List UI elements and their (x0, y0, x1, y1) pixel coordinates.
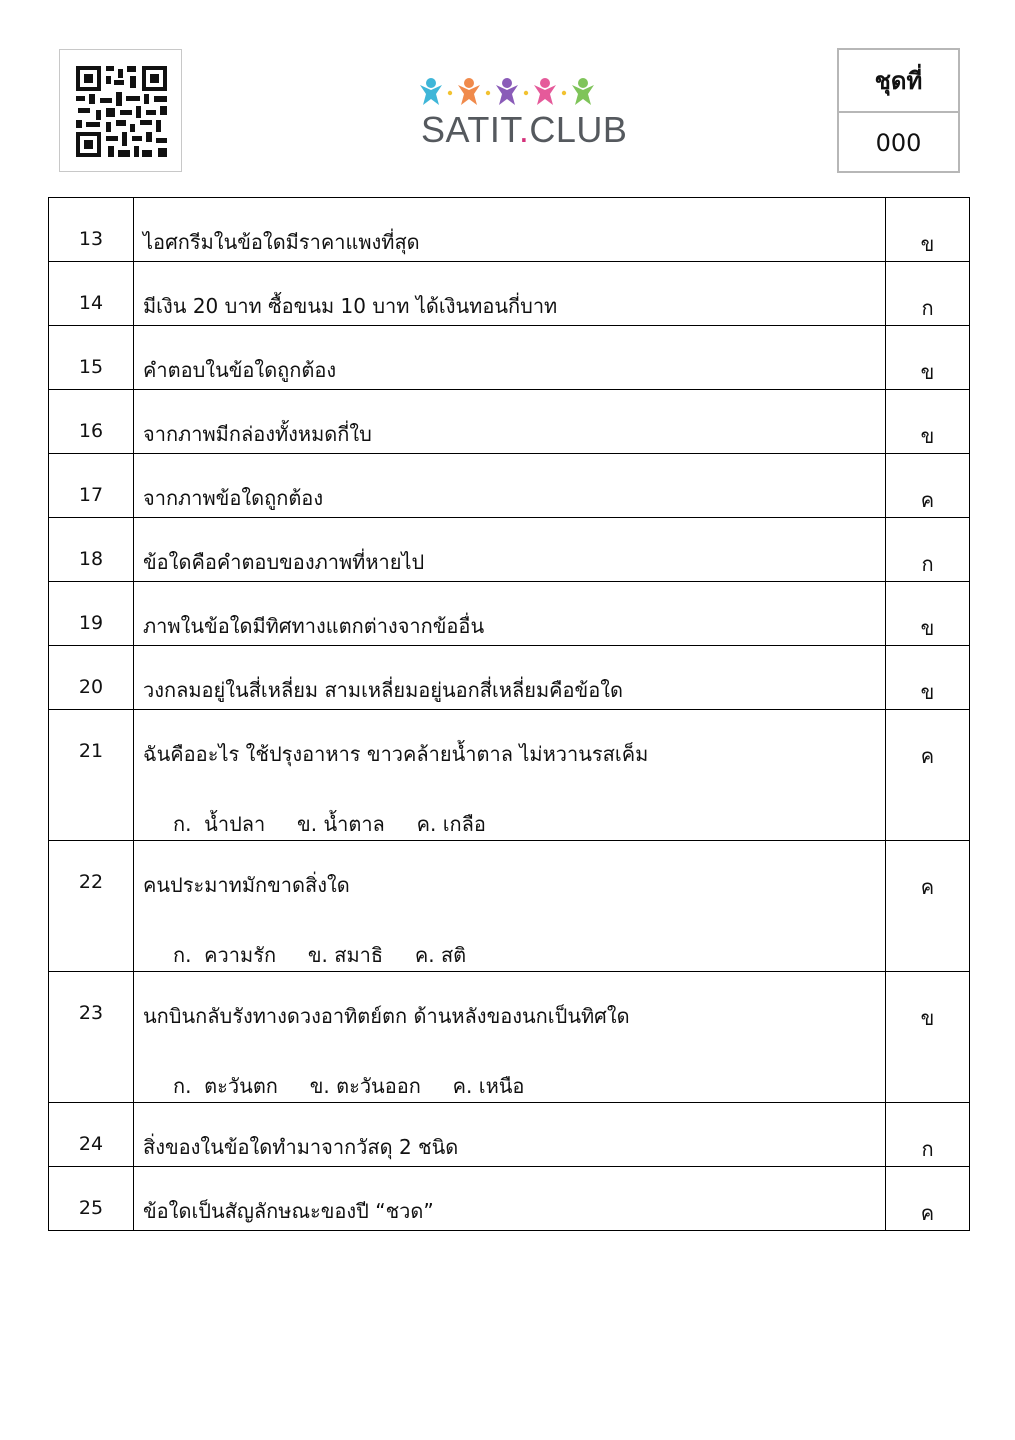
question-text: สิ่งของในข้อใดทำมาจากวัสดุ 2 ชนิด (143, 1135, 459, 1159)
table-row (49, 646, 970, 710)
answer-choices: ก. ความรัก ข. สมาธิ ค. สติ (173, 943, 467, 967)
question-text: จากภาพมีกล่องทั้งหมดกี่ใบ (143, 422, 372, 446)
question-cell (134, 1103, 886, 1167)
question-text: มีเงิน 20 บาท ซื้อขนม 10 บาท ได้เงินทอนกี่บาท (143, 294, 558, 318)
question-number: 25 (49, 1167, 134, 1231)
correct-answer: ข (886, 582, 970, 646)
question-text: คนประมาทมักขาดสิ่งใด (143, 873, 350, 897)
question-number: 13 (49, 198, 134, 262)
table-row (49, 972, 970, 1103)
kid-figure-3 (496, 78, 518, 105)
question-text: นกบินกลับรังทางดวงอาทิตย์ตก ด้านหลังของนกเป็นทิศใด (143, 1004, 630, 1028)
kid-figure-4 (534, 78, 556, 105)
correct-answer: ข (886, 646, 970, 710)
answer-key-table (48, 197, 970, 1231)
star-icon (562, 91, 566, 95)
correct-answer: ก (886, 262, 970, 326)
correct-answer: ก (886, 1103, 970, 1167)
correct-answer: ค (886, 1167, 970, 1231)
question-number: 18 (49, 518, 134, 582)
table-row (49, 390, 970, 454)
question-text: ภาพในข้อใดมีทิศทางแตกต่างจากข้ออื่น (143, 614, 485, 638)
question-cell (134, 390, 886, 454)
qr-code (59, 49, 182, 172)
correct-answer: ข (886, 390, 970, 454)
question-number: 23 (49, 972, 134, 1103)
correct-answer: ก (886, 518, 970, 582)
table-row (49, 518, 970, 582)
question-cell (134, 262, 886, 326)
question-text: ข้อใดคือคำตอบของภาพที่หายไป (143, 550, 425, 574)
table-row (49, 262, 970, 326)
table-row (49, 841, 970, 972)
kid-figure-1 (420, 78, 442, 105)
question-number: 15 (49, 326, 134, 390)
table-row (49, 1167, 970, 1231)
star-icon (524, 91, 528, 95)
correct-answer: ข (886, 198, 970, 262)
correct-answer: ค (886, 710, 970, 841)
answer-choices: ก. ตะวันตก ข. ตะวันออก ค. เหนือ (173, 1074, 525, 1098)
table-row (49, 710, 970, 841)
question-text: ไอศกรีมในข้อใดมีราคาแพงที่สุด (143, 230, 420, 254)
question-cell (134, 710, 886, 841)
question-text: จากภาพข้อใดถูกต้อง (143, 486, 324, 510)
correct-answer: ข (886, 972, 970, 1103)
question-cell (134, 972, 886, 1103)
set-number: 000 (875, 129, 922, 157)
answer-choices: ก. น้ำปลา ข. น้ำตาล ค. เกลือ (173, 812, 486, 836)
question-text: ฉันคืออะไร ใช้ปรุงอาหาร ขาวคล้ายน้ำตาล ไม่หวานรสเค็ม (143, 742, 649, 766)
question-text: คำตอบในข้อใดถูกต้อง (143, 358, 337, 382)
question-cell (134, 326, 886, 390)
qr-code-icon (76, 66, 167, 157)
correct-answer: ข (886, 326, 970, 390)
table-row (49, 1103, 970, 1167)
kids-figures-icon (415, 75, 600, 109)
question-number: 19 (49, 582, 134, 646)
question-number: 20 (49, 646, 134, 710)
question-cell (134, 454, 886, 518)
kid-figure-2 (458, 78, 480, 105)
question-number: 21 (49, 710, 134, 841)
question-cell (134, 518, 886, 582)
table-row (49, 198, 970, 262)
logo-text: SATIT.CLUB (421, 109, 628, 150)
satit-club-logo (415, 75, 628, 150)
set-number-box (837, 48, 960, 173)
star-icon (448, 91, 452, 95)
question-text: วงกลมอยู่ในสี่เหลี่ยม สามเหลี่ยมอยู่นอกสี่เหลี่ยมคือข้อใด (143, 678, 623, 702)
kid-figure-5 (572, 78, 594, 105)
question-number: 17 (49, 454, 134, 518)
table-row (49, 582, 970, 646)
question-number: 24 (49, 1103, 134, 1167)
star-icon (486, 91, 490, 95)
question-text: ข้อใดเป็นสัญลักษณะของปี “ชวด” (143, 1199, 434, 1223)
question-cell (134, 841, 886, 972)
table-row (49, 326, 970, 390)
correct-answer: ค (886, 841, 970, 972)
question-number: 14 (49, 262, 134, 326)
set-label: ชุดที่ (839, 50, 958, 113)
table-row (49, 454, 970, 518)
question-cell (134, 198, 886, 262)
correct-answer: ค (886, 454, 970, 518)
question-cell (134, 646, 886, 710)
question-number: 16 (49, 390, 134, 454)
question-cell (134, 582, 886, 646)
question-cell (134, 1167, 886, 1231)
question-number: 22 (49, 841, 134, 972)
